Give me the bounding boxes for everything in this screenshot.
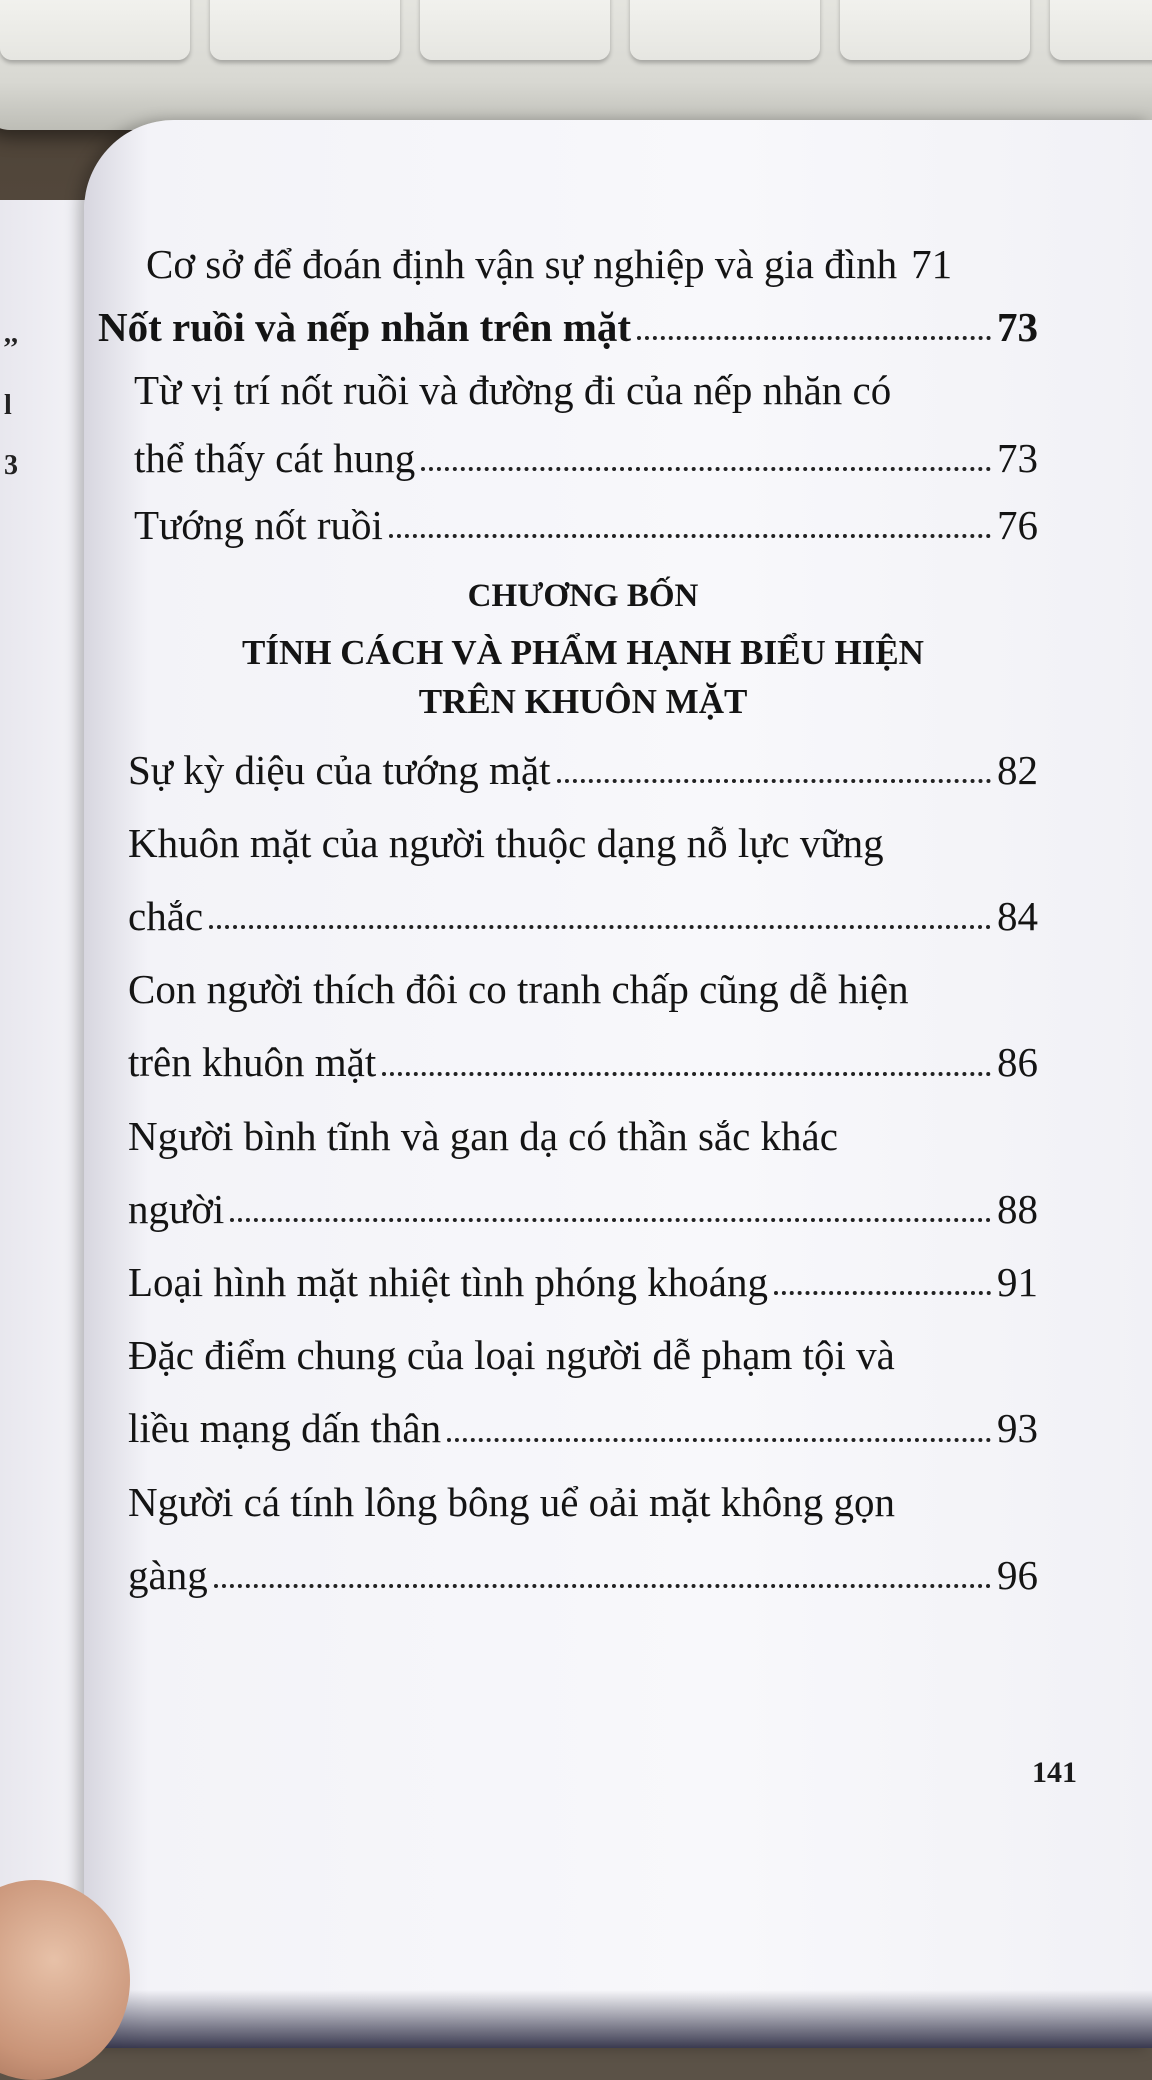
toc-entry-text: liều mạng dấn thân bbox=[128, 1405, 442, 1452]
toc-entry-page: 76 bbox=[997, 501, 1038, 548]
leader-dots bbox=[637, 336, 991, 340]
toc-entry-text: trên khuôn mặt bbox=[128, 1039, 377, 1086]
keyboard-key bbox=[840, 0, 1030, 60]
toc-section-text: Nốt ruồi và nếp nhăn trên mặt bbox=[98, 304, 632, 351]
leader-dots bbox=[209, 925, 991, 929]
leader-dots bbox=[382, 1072, 991, 1076]
keyboard-key bbox=[0, 0, 190, 60]
toc-entry bbox=[134, 501, 1038, 550]
toc-entry-page: 86 bbox=[997, 1039, 1038, 1086]
keyboard bbox=[0, 0, 1152, 130]
toc-entry bbox=[128, 1551, 1038, 1600]
toc-entry bbox=[128, 892, 1038, 941]
table-of-contents bbox=[98, 240, 1038, 1600]
leader-dots bbox=[774, 1291, 991, 1295]
toc-entry-line: Người bình tĩnh và gan dạ có thần sắc khác bbox=[128, 1112, 838, 1159]
toc-entry-page: 84 bbox=[997, 893, 1038, 940]
toc-entry bbox=[128, 1185, 1038, 1234]
leader-dots bbox=[230, 1218, 991, 1222]
toc-entry-text: người bbox=[128, 1185, 225, 1232]
toc-entry-page: 91 bbox=[997, 1259, 1038, 1305]
toc-entry-page: 82 bbox=[997, 746, 1038, 793]
leader-dots bbox=[421, 467, 991, 471]
toc-entry bbox=[146, 240, 1038, 289]
toc-entry-page: 73 bbox=[997, 434, 1038, 481]
leader-dots bbox=[389, 534, 991, 538]
left-page-mark: l bbox=[4, 390, 12, 421]
toc-entry-page: 93 bbox=[997, 1405, 1038, 1452]
leader-dots bbox=[214, 1584, 991, 1588]
toc-entry-text: Sự kỳ diệu của tướng mặt bbox=[128, 746, 551, 793]
chapter-title: TRÊN KHUÔN MẶT bbox=[418, 682, 748, 722]
toc-entry-page: 88 bbox=[997, 1185, 1038, 1232]
page-number: 141 bbox=[1032, 1756, 1077, 1789]
keyboard-key bbox=[1050, 0, 1152, 60]
toc-entry bbox=[134, 434, 1038, 483]
keyboard-key bbox=[630, 0, 820, 60]
toc-entry-line: Con người thích đôi co tranh chấp cũng dễ hiện bbox=[128, 966, 909, 1013]
keyboard-key bbox=[420, 0, 610, 60]
left-page-mark: 3 bbox=[4, 450, 18, 481]
toc-entry-line: Khuôn mặt của người thuộc dạng nỗ lực vững bbox=[128, 819, 884, 866]
toc-entry bbox=[128, 1258, 1038, 1307]
leader-dots bbox=[557, 779, 991, 783]
chapter-label: CHƯƠNG BỐN bbox=[467, 577, 699, 614]
toc-entry-line: Từ vị trí nốt ruồi và đường đi của nếp nhăn có bbox=[134, 367, 892, 414]
toc-entry-page: 71 bbox=[911, 241, 953, 287]
toc-entry-text: gàng bbox=[128, 1551, 208, 1598]
toc-section bbox=[98, 303, 1038, 352]
toc-entry-line: Người cá tính lông bông uể oải mặt không gọn bbox=[128, 1478, 895, 1525]
chapter-title: TÍNH CÁCH VÀ PHẨM HẠNH BIỂU HIỆN bbox=[242, 633, 924, 673]
keyboard-key bbox=[210, 0, 400, 60]
toc-entry-text: Tướng nốt ruồi bbox=[134, 501, 383, 548]
toc-entry-text: chắc bbox=[128, 893, 204, 940]
toc-entry-text: Cơ sở để đoán định vận sự nghiệp và gia đình bbox=[146, 241, 898, 287]
toc-entry-line: Đặc điểm chung của loại người dễ phạm tội và bbox=[128, 1332, 895, 1379]
toc-entry-text: thể thấy cát hung bbox=[134, 434, 416, 481]
toc-entry-text: Loại hình mặt nhiệt tình phóng khoáng bbox=[128, 1259, 768, 1305]
leader-dots bbox=[447, 1438, 991, 1442]
toc-section-page: 73 bbox=[997, 304, 1038, 351]
toc-entry-page: 96 bbox=[997, 1551, 1038, 1598]
left-page-mark: ,, bbox=[4, 318, 18, 349]
page-bottom-shadow bbox=[0, 1990, 1152, 2048]
toc-entry bbox=[128, 746, 1038, 795]
toc-entry bbox=[128, 1038, 1038, 1087]
toc-entry bbox=[128, 1404, 1038, 1453]
